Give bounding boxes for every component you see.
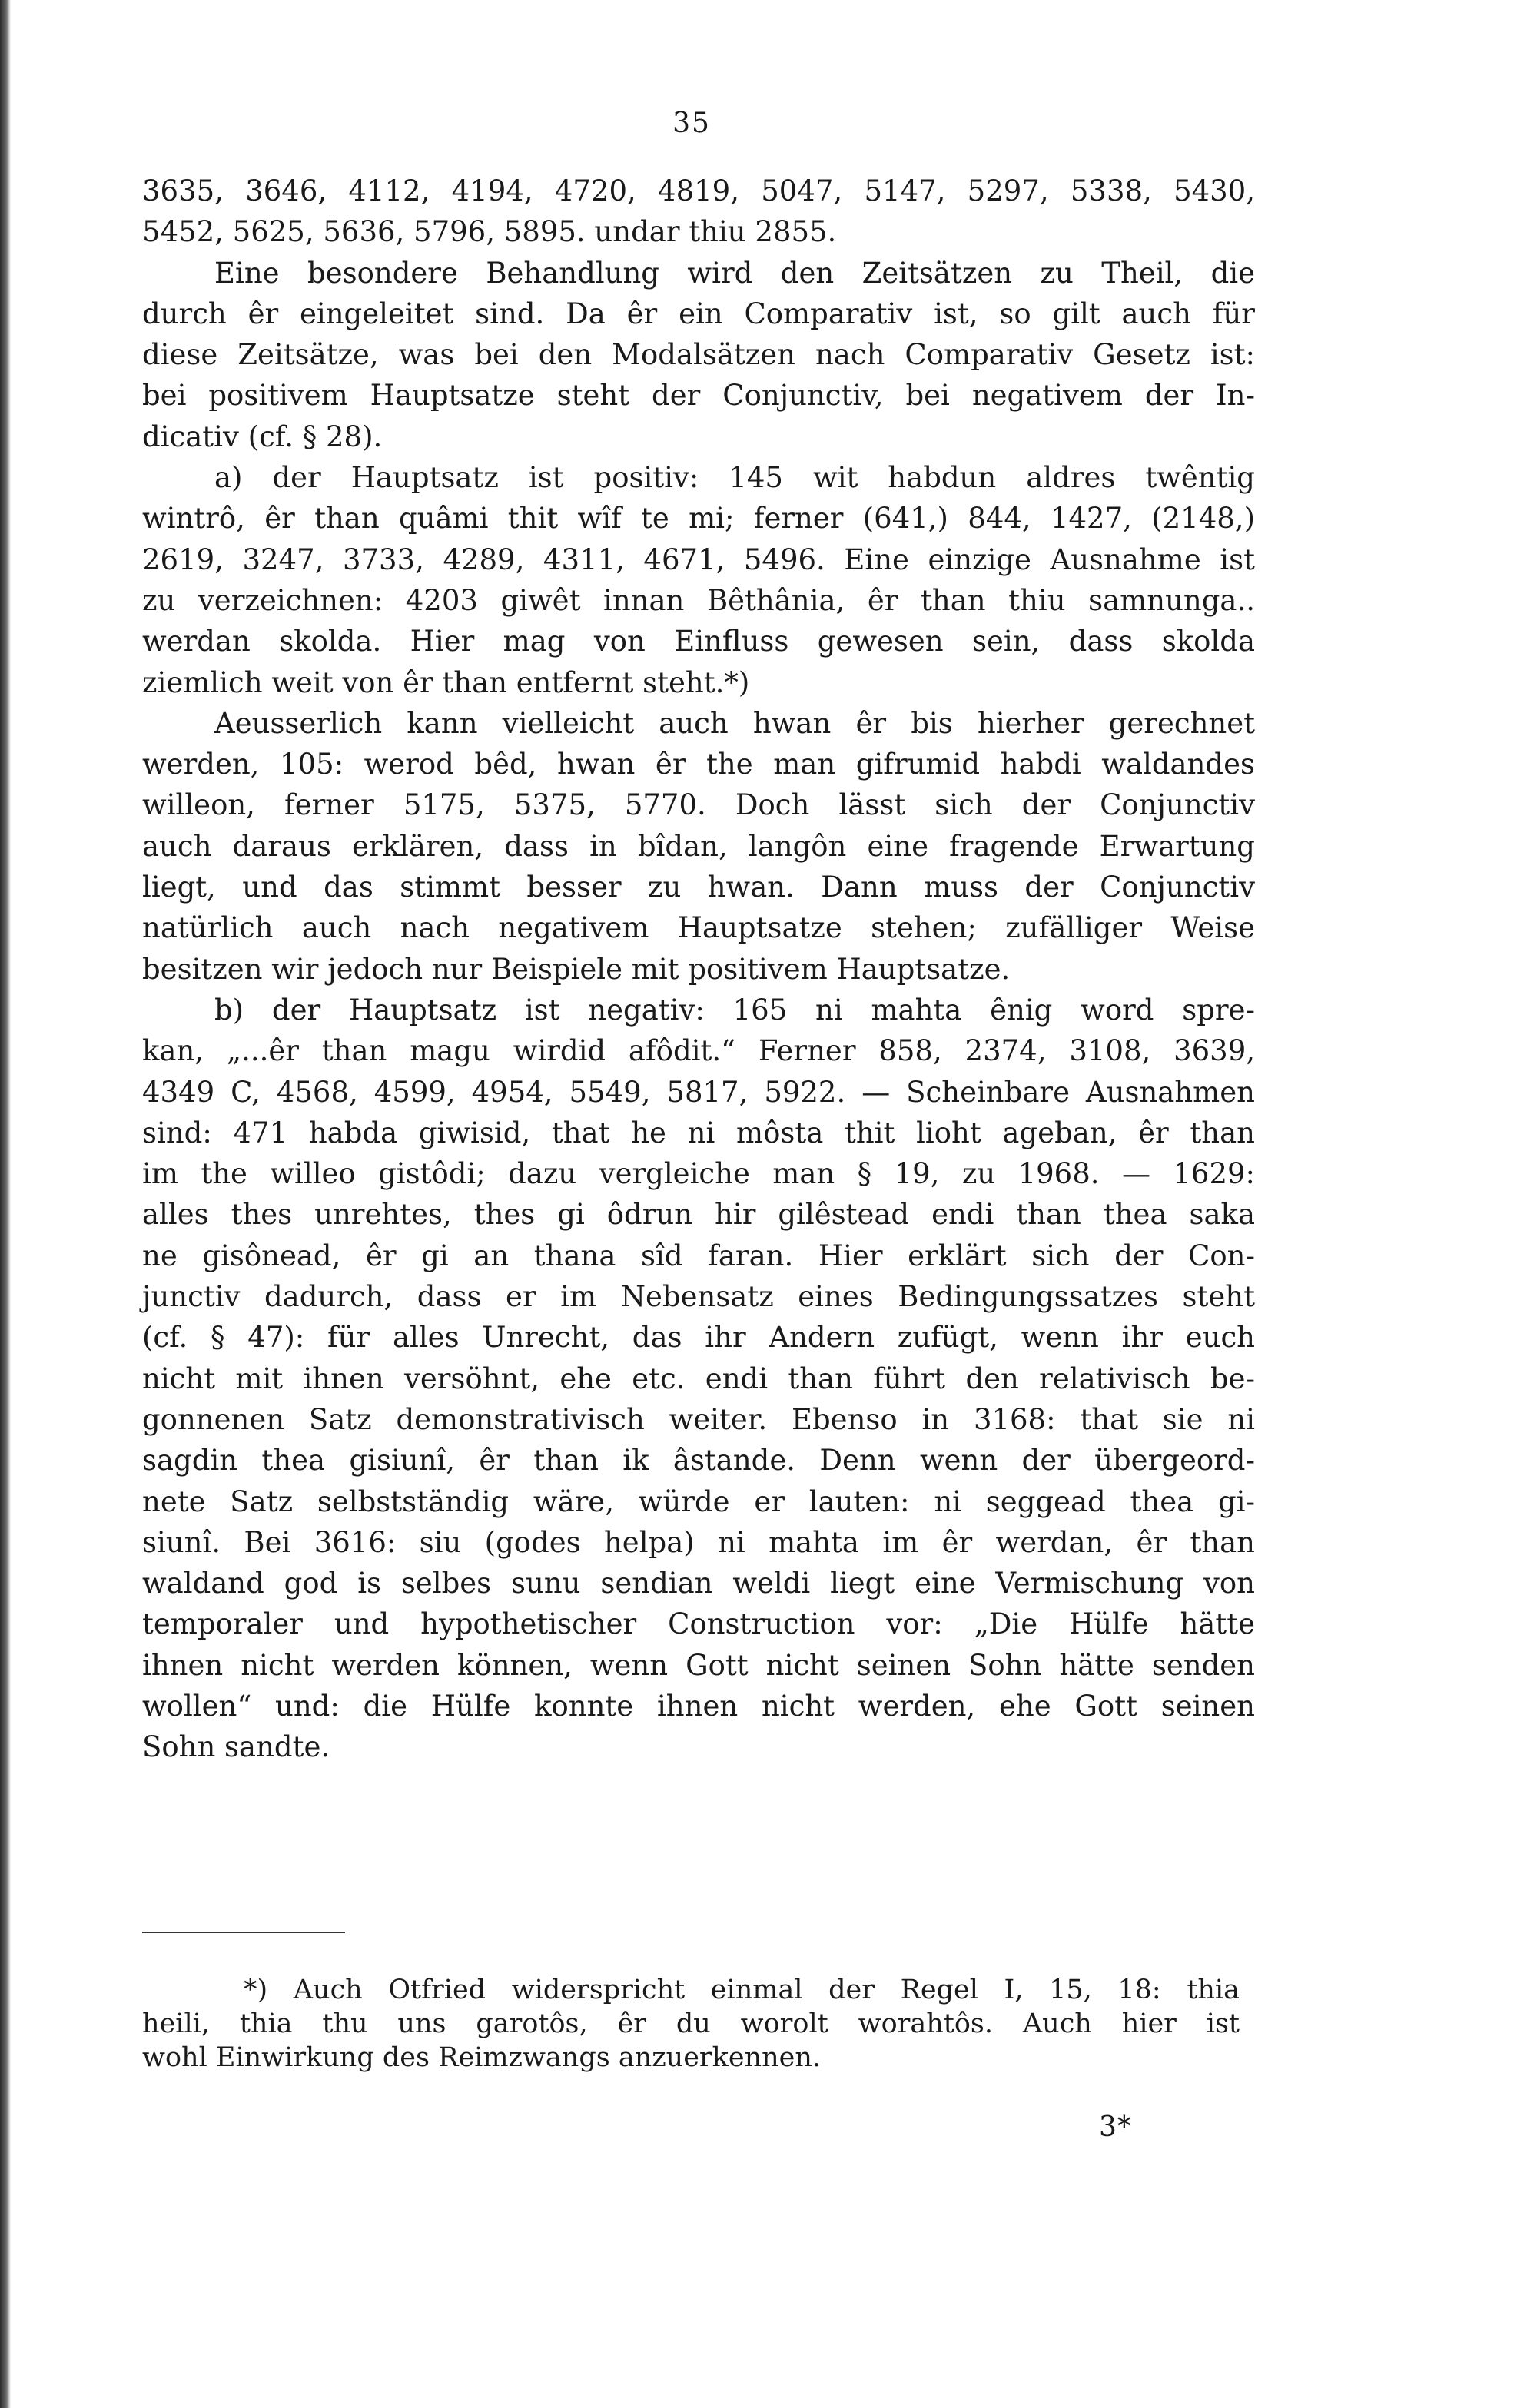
body-line: junctiv dadurch, dass er im Nebensatz eines Bedingungssatzes steht xyxy=(142,1280,1255,1314)
body-line: Aeusserlich kann vielleicht auch hwan êr bis hierher gerechnet xyxy=(214,706,1255,740)
body-line: alles thes unrehtes, thes gi ôdrun hir gilêstead endi than thea saka xyxy=(142,1198,1255,1232)
body-line: sind: 471 habda giwisid, that he ni môsta thit lioht ageban, êr than xyxy=(142,1116,1255,1149)
body-line: 2619, 3247, 3733, 4289, 4311, 4671, 5496. Eine einzige Ausnahme ist xyxy=(142,542,1255,576)
scan-left-edge xyxy=(0,0,11,2408)
body-line: waldand god is selbes sunu sendian weldi liegt eine Vermischung von xyxy=(142,1567,1255,1600)
body-line: werden, 105: werod bêd, hwan êr the man gifrumid habdi waldandes xyxy=(142,748,1255,781)
body-line: willeon, ferner 5175, 5375, 5770. Doch lässt sich der Conjunctiv xyxy=(142,788,1255,822)
body-line: 5452, 5625, 5636, 5796, 5895. undar thiu 2855. xyxy=(142,215,837,249)
body-line: natürlich auch nach negativem Hauptsatze stehen; zufälliger Weise xyxy=(142,911,1255,945)
body-line: Sohn sandte. xyxy=(142,1730,330,1764)
body-line: temporaler und hypothetischer Construction vor: „Die Hülfe hätte xyxy=(142,1607,1255,1641)
body-text xyxy=(142,171,1255,1768)
body-line: dicativ (cf. § 28). xyxy=(142,420,383,453)
footnote-divider xyxy=(142,1932,345,1933)
body-line: durch êr eingeleitet sind. Da êr ein Comparativ ist, so gilt auch für xyxy=(142,297,1255,330)
footnote-line: *) Auch Otfried widerspricht einmal der Regel I, 15, 18: thia xyxy=(244,1975,1240,2005)
body-line: gonnenen Satz demonstrativisch weiter. Ebenso in 3168: that sie ni xyxy=(142,1402,1255,1436)
page-number: 35 xyxy=(672,108,711,139)
signature-mark: 3* xyxy=(1099,2111,1132,2143)
footnote-line: heili, thia thu uns garotôs, êr du worolt worahtôs. Auch hier ist xyxy=(142,2008,1240,2039)
body-line: ne gisônead, êr gi an thana sîd faran. Hier erklärt sich der Con- xyxy=(142,1239,1255,1272)
body-line: Eine besondere Behandlung wird den Zeitsätzen zu Theil, die xyxy=(214,256,1255,290)
body-line: kan, „...êr than magu wirdid afôdit.“ Ferner 858, 2374, 3108, 3639, xyxy=(142,1034,1255,1068)
body-line: zu verzeichnen: 4203 giwêt innan Bêthânia, êr than thiu samnunga.. xyxy=(142,583,1255,617)
body-line: ihnen nicht werden können, wenn Gott nicht seinen Sohn hätte senden xyxy=(142,1648,1255,1682)
body-line: diese Zeitsätze, was bei den Modalsätzen nach Comparativ Gesetz ist: xyxy=(142,338,1255,372)
body-line: wollen“ und: die Hülfe konnte ihnen nicht werden, ehe Gott seinen xyxy=(142,1689,1255,1723)
body-line: a) der Hauptsatz ist positiv: 145 wit habdun aldres twêntig xyxy=(214,461,1255,495)
body-line: auch daraus erklären, dass in bîdan, langôn eine fragende Erwartung xyxy=(142,829,1255,863)
body-line: besitzen wir jedoch nur Beispiele mit positivem Hauptsatze. xyxy=(142,952,1011,986)
body-line: sagdin thea gisiunî, êr than ik âstande. Denn wenn der übergeord- xyxy=(142,1444,1255,1478)
body-line: ziemlich weit von êr than entfernt steht.*) xyxy=(142,665,750,699)
body-line: werdan skolda. Hier mag von Einfluss gewesen sein, dass skolda xyxy=(142,625,1255,658)
body-line: b) der Hauptsatz ist negativ: 165 ni mahta ênig word spre- xyxy=(214,993,1255,1027)
body-line: 3635, 3646, 4112, 4194, 4720, 4819, 5047, 5147, 5297, 5338, 5430, xyxy=(142,174,1255,207)
body-line: nicht mit ihnen versöhnt, ehe etc. endi than führt den relativisch be- xyxy=(142,1362,1255,1395)
footnote xyxy=(142,1973,1240,2075)
body-line: siunî. Bei 3616: siu (godes helpa) ni mahta im êr werdan, êr than xyxy=(142,1525,1255,1559)
body-line: (cf. § 47): für alles Unrecht, das ihr Andern zufügt, wenn ihr euch xyxy=(142,1321,1255,1355)
body-line: nete Satz selbstständig wäre, würde er lauten: ni seggead thea gi- xyxy=(142,1484,1255,1518)
body-line: liegt, und das stimmt besser zu hwan. Dann muss der Conjunctiv xyxy=(142,871,1255,904)
body-line: im the willeo gistôdi; dazu vergleiche man § 19, zu 1968. — 1629: xyxy=(142,1157,1255,1191)
body-line: bei positivem Hauptsatze steht der Conjunctiv, bei negativem der In- xyxy=(142,379,1255,413)
body-line: wintrô, êr than quâmi thit wîf te mi; ferner (641,) 844, 1427, (2148,) xyxy=(142,502,1255,536)
body-line: 4349 C, 4568, 4599, 4954, 5549, 5817, 5922. — Scheinbare Ausnahmen xyxy=(142,1075,1255,1109)
footnote-line: wohl Einwirkung des Reimzwangs anzuerkennen. xyxy=(142,2042,822,2073)
